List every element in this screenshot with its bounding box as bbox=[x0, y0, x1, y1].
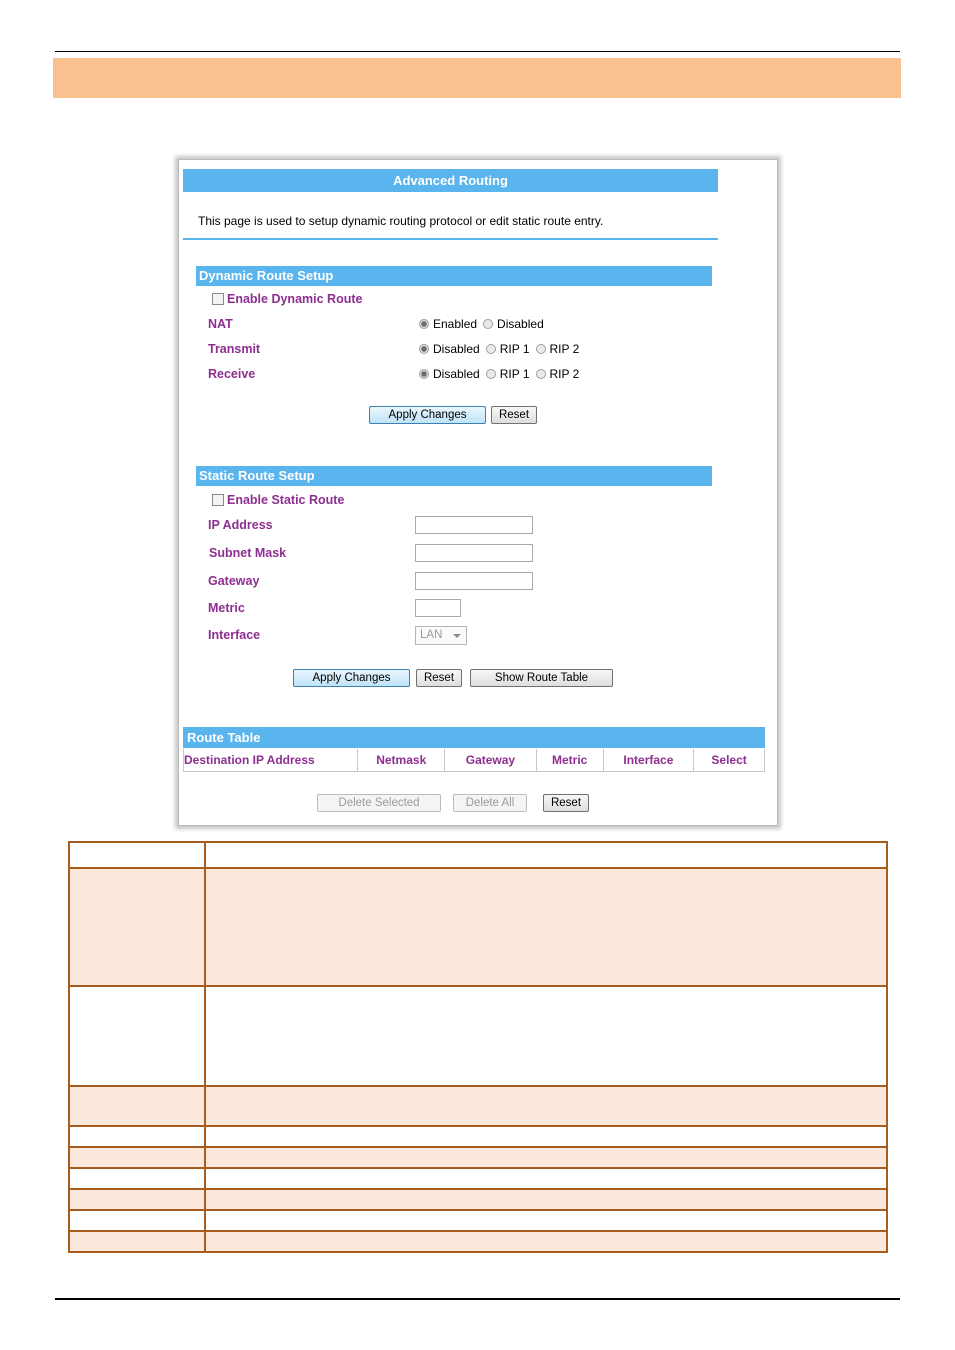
route-table-header bbox=[183, 749, 765, 772]
column-gateway: Gateway bbox=[445, 749, 537, 771]
metric-input[interactable] bbox=[415, 599, 461, 617]
nat-disabled-radio[interactable] bbox=[483, 319, 493, 329]
nat-label: NAT bbox=[208, 317, 233, 331]
show-route-table-button[interactable]: Show Route Table bbox=[470, 669, 613, 687]
table-row bbox=[69, 1147, 887, 1168]
subnet-mask-label: Subnet Mask bbox=[209, 546, 287, 560]
transmit-rip1-radio[interactable] bbox=[486, 344, 496, 354]
gateway-input[interactable] bbox=[415, 572, 533, 590]
gateway-label: Gateway bbox=[208, 574, 260, 588]
enable-dynamic-route[interactable] bbox=[212, 292, 362, 306]
dynamic-apply-changes-button[interactable]: Apply Changes bbox=[369, 406, 486, 424]
table-row bbox=[69, 868, 887, 986]
bottom-rule bbox=[55, 1298, 900, 1300]
column-interface: Interface bbox=[604, 749, 695, 771]
receive-rip1-label: RIP 1 bbox=[499, 367, 530, 381]
enable-static-route-checkbox[interactable] bbox=[212, 494, 224, 506]
column-netmask: Netmask bbox=[358, 749, 445, 771]
interface-select-value: LAN bbox=[420, 629, 443, 641]
receive-rip2-label: RIP 2 bbox=[549, 367, 580, 381]
dynamic-reset-button[interactable]: Reset bbox=[491, 406, 537, 424]
transmit-disabled-label: Disabled bbox=[433, 342, 480, 356]
enable-dynamic-route-label: Enable Dynamic Route bbox=[227, 292, 363, 306]
enable-dynamic-route-checkbox[interactable] bbox=[212, 293, 224, 305]
description-divider bbox=[183, 238, 718, 240]
route-table-title: Route Table bbox=[183, 727, 765, 748]
enable-static-route-label: Enable Static Route bbox=[227, 493, 345, 507]
page-title: Advanced Routing bbox=[183, 169, 718, 192]
receive-disabled-radio[interactable] bbox=[419, 369, 429, 379]
top-rule bbox=[55, 51, 900, 52]
header-band bbox=[53, 58, 901, 98]
table-row bbox=[69, 1189, 887, 1210]
receive-label: Receive bbox=[208, 367, 256, 381]
receive-rip2-radio[interactable] bbox=[536, 369, 546, 379]
table-row bbox=[69, 1126, 887, 1147]
delete-all-button[interactable]: Delete All bbox=[453, 794, 527, 812]
column-destination-ip: Destination IP Address bbox=[184, 749, 358, 771]
table-row bbox=[69, 842, 887, 868]
table-row bbox=[69, 1168, 887, 1189]
ip-address-label: IP Address bbox=[208, 518, 273, 532]
route-table-reset-button[interactable]: Reset bbox=[543, 794, 589, 812]
table-row bbox=[69, 1231, 887, 1252]
nat-disabled-label: Disabled bbox=[497, 317, 544, 331]
nat-enabled-label: Enabled bbox=[433, 317, 478, 331]
description-table bbox=[68, 841, 888, 1253]
static-reset-button[interactable]: Reset bbox=[416, 669, 462, 687]
transmit-options bbox=[419, 342, 585, 356]
table-row bbox=[69, 1086, 887, 1126]
table-row bbox=[69, 1210, 887, 1231]
receive-rip1-radio[interactable] bbox=[486, 369, 496, 379]
enable-static-route[interactable] bbox=[212, 493, 344, 507]
static-apply-changes-button[interactable]: Apply Changes bbox=[293, 669, 410, 687]
metric-label: Metric bbox=[208, 601, 245, 615]
subnet-mask-input[interactable] bbox=[415, 544, 533, 562]
table-row bbox=[69, 986, 887, 1086]
receive-options bbox=[419, 367, 585, 381]
transmit-rip2-radio[interactable] bbox=[536, 344, 546, 354]
dynamic-route-section-title: Dynamic Route Setup bbox=[196, 266, 712, 286]
transmit-disabled-radio[interactable] bbox=[419, 344, 429, 354]
transmit-label: Transmit bbox=[208, 342, 261, 356]
transmit-rip1-label: RIP 1 bbox=[499, 342, 530, 356]
advanced-routing-screenshot bbox=[178, 159, 778, 826]
column-select: Select bbox=[711, 753, 747, 767]
column-metric: Metric bbox=[537, 749, 604, 771]
nat-enabled-radio[interactable] bbox=[419, 319, 429, 329]
receive-disabled-label: Disabled bbox=[433, 367, 480, 381]
interface-select[interactable] bbox=[415, 626, 467, 645]
static-route-section-title: Static Route Setup bbox=[196, 466, 712, 486]
page-description: This page is used to setup dynamic routing protocol or edit static route entry. bbox=[198, 214, 604, 228]
nat-options bbox=[419, 317, 550, 331]
ip-address-input[interactable] bbox=[415, 516, 533, 534]
chevron-down-icon bbox=[453, 634, 461, 638]
delete-selected-button[interactable]: Delete Selected bbox=[317, 794, 441, 812]
interface-label: Interface bbox=[208, 628, 261, 642]
transmit-rip2-label: RIP 2 bbox=[549, 342, 580, 356]
